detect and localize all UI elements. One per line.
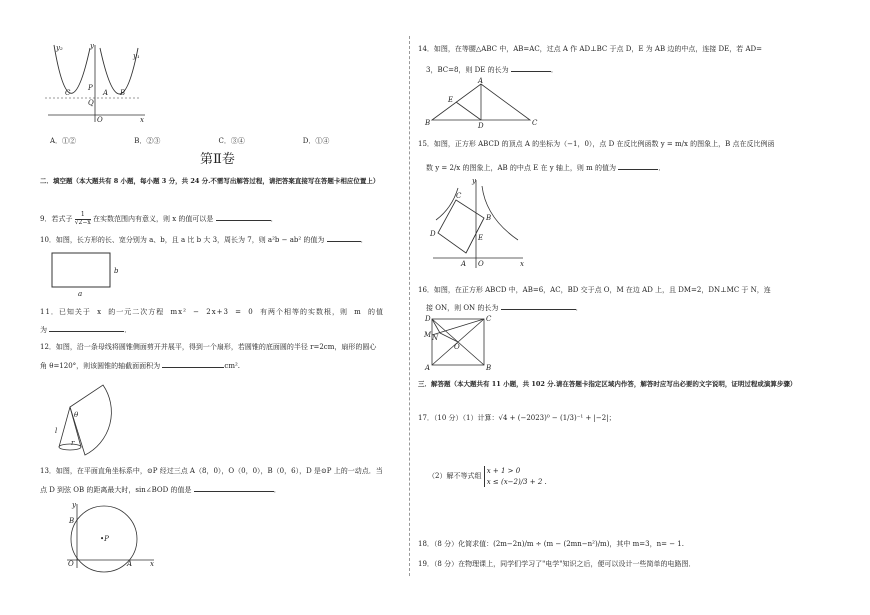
q13-end: ． [273, 486, 281, 494]
question-15-line1: 15．如图，正方形 ABCD 的顶点 A 的坐标为（−1，0），点 D 在反比例函数 y = m/x 的图象上，B 点在反比例函 [418, 140, 775, 148]
q14-answer-blank[interactable] [511, 64, 551, 72]
tri-label-D: D [478, 122, 484, 130]
circle-label-x: x [150, 560, 154, 568]
graph-label-B: B [120, 89, 126, 97]
graph-label-Q: Q [88, 99, 94, 107]
q12-line2-text: 角 θ=120°，则该圆锥的轴截面面积为 [40, 362, 161, 370]
q14-end: ． [550, 66, 558, 74]
q16-label-D: D [425, 315, 431, 323]
question-16-line1: 16．如图，在正方形 ABCD 中，AB=6，AC，BD 交于点 O，M 在边 AD 上，且 DM=2，DN⊥MC 于 N，连 [418, 286, 771, 294]
question-14-line2 [426, 64, 558, 75]
q15-label-O: O [478, 260, 484, 268]
q10-answer-blank[interactable] [327, 234, 361, 242]
tri-label-C: C [532, 119, 538, 127]
q9-answer-blank[interactable] [216, 213, 271, 221]
circle-label-P: •P [100, 535, 109, 543]
answer-options [50, 137, 329, 146]
question-15-line2 [426, 162, 665, 173]
question-18: 18．（8 分）化简求值：(2m−2n)/m ÷ (m − (2mn−n²)/m)，其中 m=3，n= − 1. [418, 540, 684, 548]
isosceles-triangle-figure [425, 77, 538, 130]
q9-fraction-numerator: 1 [75, 212, 91, 220]
q15-label-C: C [456, 192, 462, 200]
question-13-line1: 13．如图，在平面直角坐标系中，⊙P 经过三点 A（8，0），O（0，0），B（0，6），D 是⊙P 上的一动点．当 [40, 467, 383, 475]
tri-label-B: B [425, 119, 431, 127]
q15-label-D: D [430, 230, 436, 238]
q16-line2-text: 接 ON，则 ON 的长为 [426, 304, 499, 312]
rect-label-a: a [78, 290, 83, 298]
question-11-line2 [40, 324, 131, 335]
square-diagonals-figure [424, 315, 504, 370]
q9-pre: 9．若式子 [40, 215, 73, 224]
graph-label-C: C [65, 89, 71, 97]
q17-inequality-b: x ≤ (x−2)/3 + 2 . [486, 477, 547, 486]
graph-label-P: P [88, 84, 93, 92]
circle-label-O: O [68, 560, 74, 568]
rect-label-b: b [114, 267, 119, 275]
circle-label-y: y [72, 501, 76, 509]
q14-line2-text: 3，BC=8，则 DE 的长为 [426, 66, 509, 74]
q16-answer-blank[interactable] [501, 302, 576, 310]
q15-label-A: A [461, 260, 467, 268]
parabola-graph [40, 40, 150, 125]
q11-line2-text: 为 [40, 326, 47, 334]
cone-label-theta: θ [74, 411, 79, 419]
q13-line2-text: 点 D 到弦 OB 的距离最大时，sin∠BOD 的值是 [40, 486, 192, 494]
q10-end: ． [360, 236, 368, 244]
option-c: C．③④ [218, 137, 245, 145]
q11-end: ． [124, 326, 132, 334]
left-column [0, 0, 410, 615]
q16-label-N: N [432, 334, 439, 342]
q16-label-B: B [486, 364, 492, 372]
right-column [410, 0, 870, 615]
q15-label-y: y [472, 177, 476, 185]
q16-label-M: M [424, 331, 432, 339]
q9-fraction-denominator: √2−x [74, 218, 91, 226]
q12-unit: cm². [224, 362, 240, 370]
q16-end: ． [575, 304, 583, 312]
graph-label-y2: y₂ [56, 44, 63, 52]
section2-header: 二．填空题（本大题共有 8 小题，每小题 3 分，共 24 分.不需写出解答过程，请把答案直接写在答题卡相应位置上） [40, 177, 380, 185]
q15-label-B: B [486, 214, 492, 222]
q9-end: ． [270, 215, 278, 224]
question-10 [40, 234, 368, 245]
q16-label-A: A [425, 364, 431, 372]
cone-sector-figure [55, 385, 155, 465]
q12-answer-blank[interactable] [162, 360, 224, 368]
graph-label-x: x [140, 116, 144, 124]
q15-label-x: x [520, 260, 524, 268]
question-17-part1: 17．（10 分）（1）计算：√4 + (−2023)⁰ − (1/3)⁻¹ + |−2|； [418, 414, 616, 422]
graph-label-A: A [103, 89, 109, 97]
q16-label-C: C [486, 315, 492, 323]
graph-label-y: y [90, 42, 94, 50]
circle-label-A: A [127, 560, 133, 568]
question-14-line1: 14．如图，在等腰△ABC 中，AB=AC，过点 A 作 AD⊥BC 于点 D，E 为 AB 边的中点，连接 DE，若 AD= [418, 45, 763, 53]
question-12-line1: 12．如图，沿一条母线将圆锥侧面剪开并展平，得到一个扇形，若圆锥的底面圆的半径 r=2cm，扇形的圆心 [40, 343, 377, 351]
option-b: B．②③ [134, 137, 161, 145]
q15-end: ． [658, 164, 666, 172]
option-d: D．①④ [302, 137, 330, 145]
q15-line2-text: 数 y = 2/x 的图象上，AB 的中点 E 在 y 轴上，则 m 的值为 [426, 164, 616, 172]
graph-label-y1: y₁ [133, 52, 140, 60]
q15-label-E: E [478, 234, 484, 242]
q9-post: 在实数范围内有意义，则 x 的值可以是 [93, 215, 214, 224]
section3-header: 三．解答题（本大题共有 11 小题，共 102 分.请在答题卡指定区域内作答，解答时应写出必要的文字说明，证明过程或演算步骤） [418, 380, 797, 388]
question-9 [40, 212, 278, 226]
tri-label-E: E [448, 96, 454, 104]
q17-2-pre: （2）解不等式组 [428, 472, 482, 481]
circle-coordinate-figure [62, 502, 162, 572]
q13-answer-blank[interactable] [194, 484, 274, 492]
question-11-line1: 11．已知关于 x 的一元二次方程 mx² − 2x+3 = 0 有两个相等的实数根，则 m 的值 [40, 308, 385, 316]
option-a: A．①② [50, 137, 77, 145]
rectangle-figure [50, 250, 120, 300]
tri-label-A: A [478, 77, 484, 85]
question-13-line2 [40, 484, 281, 495]
question-19: 19．（8 分）在物理课上，同学们学习了"电学"知识之后，便可以设计一些简单的电路图． [418, 560, 696, 568]
cone-label-r: r [71, 439, 75, 447]
q10-text: 10．如图，长方形的长、宽分别为 a、b，且 a 比 b 大 3，周长为 7，则 a²b − ab² 的值为 [40, 236, 325, 244]
question-16-line2 [426, 302, 583, 313]
cone-label-l: l [55, 427, 58, 435]
graph-label-O: O [97, 116, 103, 124]
q15-answer-blank[interactable] [618, 162, 658, 170]
q11-answer-blank[interactable] [49, 324, 124, 332]
question-17-part2 [428, 466, 547, 487]
q17-inequality-a: x + 1 > 0 [486, 467, 521, 475]
question-12-line2 [40, 360, 240, 371]
square-hyperbola-figure [428, 178, 528, 273]
section-title: 第Ⅱ卷 [200, 152, 235, 167]
q16-label-O: O [454, 343, 460, 351]
circle-label-B: B [69, 517, 75, 525]
